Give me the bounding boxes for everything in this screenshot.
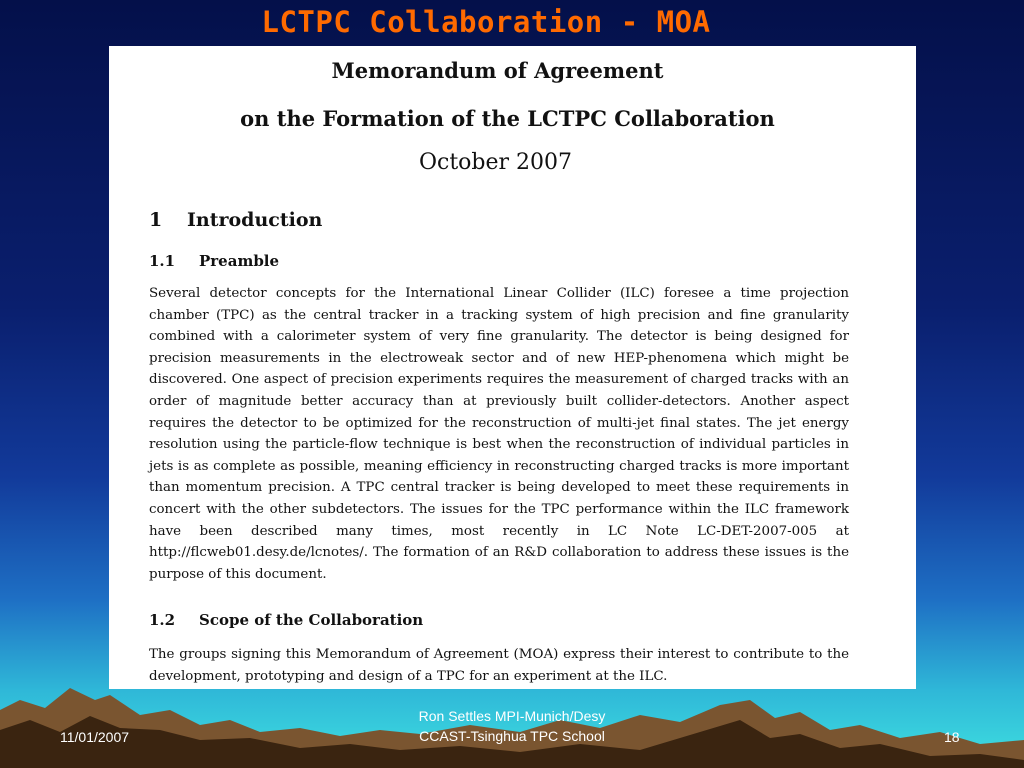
subsection-heading-scope xyxy=(149,611,423,629)
footer-date: 11/01/2007 xyxy=(60,729,130,745)
document-date: October 2007 xyxy=(418,150,573,175)
subsection-heading-preamble xyxy=(149,252,279,270)
subsection-number: 1.1 xyxy=(149,252,176,270)
section-title: Introduction xyxy=(187,209,323,231)
scope-paragraph: The groups signing this Memorandum of Agreement (MOA) express their interest to contribute to the development, prototyping and design of a TPC for an experiment at the ILC. xyxy=(149,647,849,684)
subsection-title: Scope of the Collaboration xyxy=(199,611,424,629)
preamble-paragraph: Several detector concepts for the International Linear Collider (ILC) foresee a time projection chamber (TPC) as the central tracker in a tracking system of high precision and fine granularity combined with a calorimeter system of very fine granularity. The detector is being designed for precision measurements in the electroweak sector and of new HEP-phenomena which might be discovered. One aspect of precision experiments requires the measurement of charged tracks with an order of magnitude better accuracy than at previously built collider-detectors. Another aspect requires the detector to be optimized for the reconstruction of multi-jet final states. The jet energy resolution using the particle-flow technique is best when the reconstruction of individual particles in jets is as complete as possible, meaning efficiency in reconstructing charged tracks is more important than momentum precision. A TPC central tracker is being developed to meet these requirements in concert with the other subdetectors. The issues for the TPC performance within the ILC framework have been described many times, most recently in LC Note LC-DET-2007-005 at http://flcweb01.desy.de/lcnotes/. The formation of an R&D collaboration to address these issues is the purpose of this document. xyxy=(149,286,849,582)
section-number: 1 xyxy=(149,209,163,231)
footer-author-line1: Ron Settles MPI-Munich/Desy xyxy=(418,708,606,724)
subsection-number: 1.2 xyxy=(149,611,176,629)
document-image xyxy=(109,46,916,689)
footer-author-line2: CCAST-Tsinghua TPC School xyxy=(419,728,605,744)
footer-page-number: 18 xyxy=(944,729,960,745)
document-title: Memorandum of Agreement xyxy=(331,58,664,83)
footer-author xyxy=(372,706,652,746)
slide-title: LCTPC Collaboration - MOA xyxy=(261,5,711,39)
subsection-title: Preamble xyxy=(199,252,280,270)
section-heading-introduction xyxy=(149,209,322,231)
document-subtitle: on the Formation of the LCTPC Collaboration xyxy=(240,106,775,131)
